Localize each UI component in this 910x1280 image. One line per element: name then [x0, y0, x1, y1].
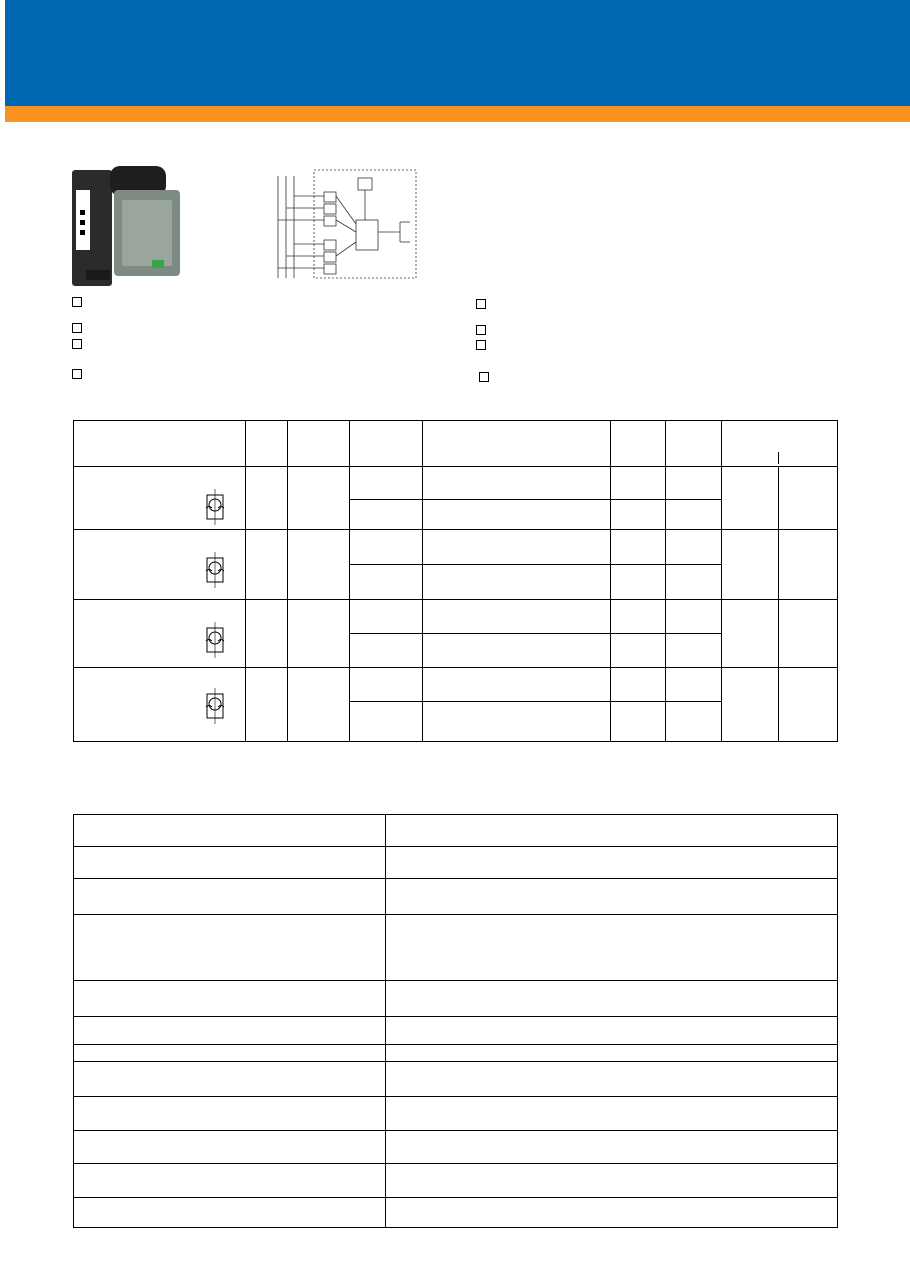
spec-value	[385, 879, 837, 915]
product-cell	[74, 600, 246, 668]
spec-label	[74, 815, 386, 847]
feature-checkbox-right-1[interactable]	[476, 299, 486, 309]
product-table	[73, 420, 838, 742]
spec-value	[385, 1164, 837, 1198]
feature-checkbox-left-3[interactable]	[72, 339, 82, 349]
header-cell	[245, 421, 287, 467]
header-cell	[287, 421, 349, 467]
header-divider	[778, 452, 779, 464]
table-row	[74, 1131, 838, 1164]
spec-label	[74, 915, 386, 981]
table-row	[74, 1198, 838, 1228]
spec-value	[385, 981, 837, 1017]
current-transformer-icon	[205, 552, 225, 588]
spec-label	[74, 1097, 386, 1131]
product-cell	[74, 530, 246, 600]
spec-value	[385, 815, 837, 847]
spec-label	[74, 1062, 386, 1097]
product-cell	[74, 467, 246, 530]
table-row	[74, 1017, 838, 1045]
table-row	[74, 879, 838, 915]
header-cell	[611, 421, 666, 467]
table-row	[74, 600, 838, 634]
table-row	[74, 467, 838, 500]
product-photo	[66, 160, 186, 290]
header-cell	[666, 421, 722, 467]
feature-checkbox-right-2[interactable]	[476, 325, 486, 335]
spec-value	[385, 1017, 837, 1045]
spec-value	[385, 1131, 837, 1164]
spec-label	[74, 1164, 386, 1198]
table-row	[74, 847, 838, 879]
current-transformer-icon	[205, 622, 225, 658]
spec-label	[74, 1045, 386, 1062]
product-table-header	[74, 421, 838, 467]
spec-label	[74, 847, 386, 879]
table-row	[74, 1045, 838, 1062]
product-cell	[74, 668, 246, 742]
table-row	[74, 1062, 838, 1097]
header-band	[5, 0, 910, 106]
feature-checkbox-left-2[interactable]	[72, 323, 82, 333]
header-cell	[74, 421, 246, 467]
wiring-diagram	[268, 166, 420, 288]
table-row	[74, 1164, 838, 1198]
table-row	[74, 1097, 838, 1131]
feature-checkbox-right-4[interactable]	[479, 372, 489, 382]
table-row	[74, 815, 838, 847]
feature-checkbox-left-4[interactable]	[72, 369, 82, 379]
table-row	[74, 530, 838, 565]
spec-label	[74, 981, 386, 1017]
spec-value	[385, 1198, 837, 1228]
current-transformer-icon	[205, 489, 225, 525]
spec-value	[385, 1062, 837, 1097]
spec-value	[385, 1045, 837, 1062]
spec-label	[74, 1131, 386, 1164]
header-cell	[423, 421, 611, 467]
table-row	[74, 981, 838, 1017]
spec-value	[385, 1097, 837, 1131]
table-row	[74, 668, 838, 702]
current-transformer-icon	[205, 688, 225, 724]
spec-label	[74, 1017, 386, 1045]
table-row	[74, 915, 838, 981]
spec-value	[385, 915, 837, 981]
spec-value	[385, 847, 837, 879]
spec-label	[74, 879, 386, 915]
header-cell	[722, 421, 838, 467]
accent-band	[5, 106, 910, 122]
spec-label	[74, 1198, 386, 1228]
feature-checkbox-left-1[interactable]	[72, 297, 82, 307]
header-cell	[349, 421, 423, 467]
spec-table	[73, 814, 838, 1228]
feature-checkbox-right-3[interactable]	[476, 340, 486, 350]
